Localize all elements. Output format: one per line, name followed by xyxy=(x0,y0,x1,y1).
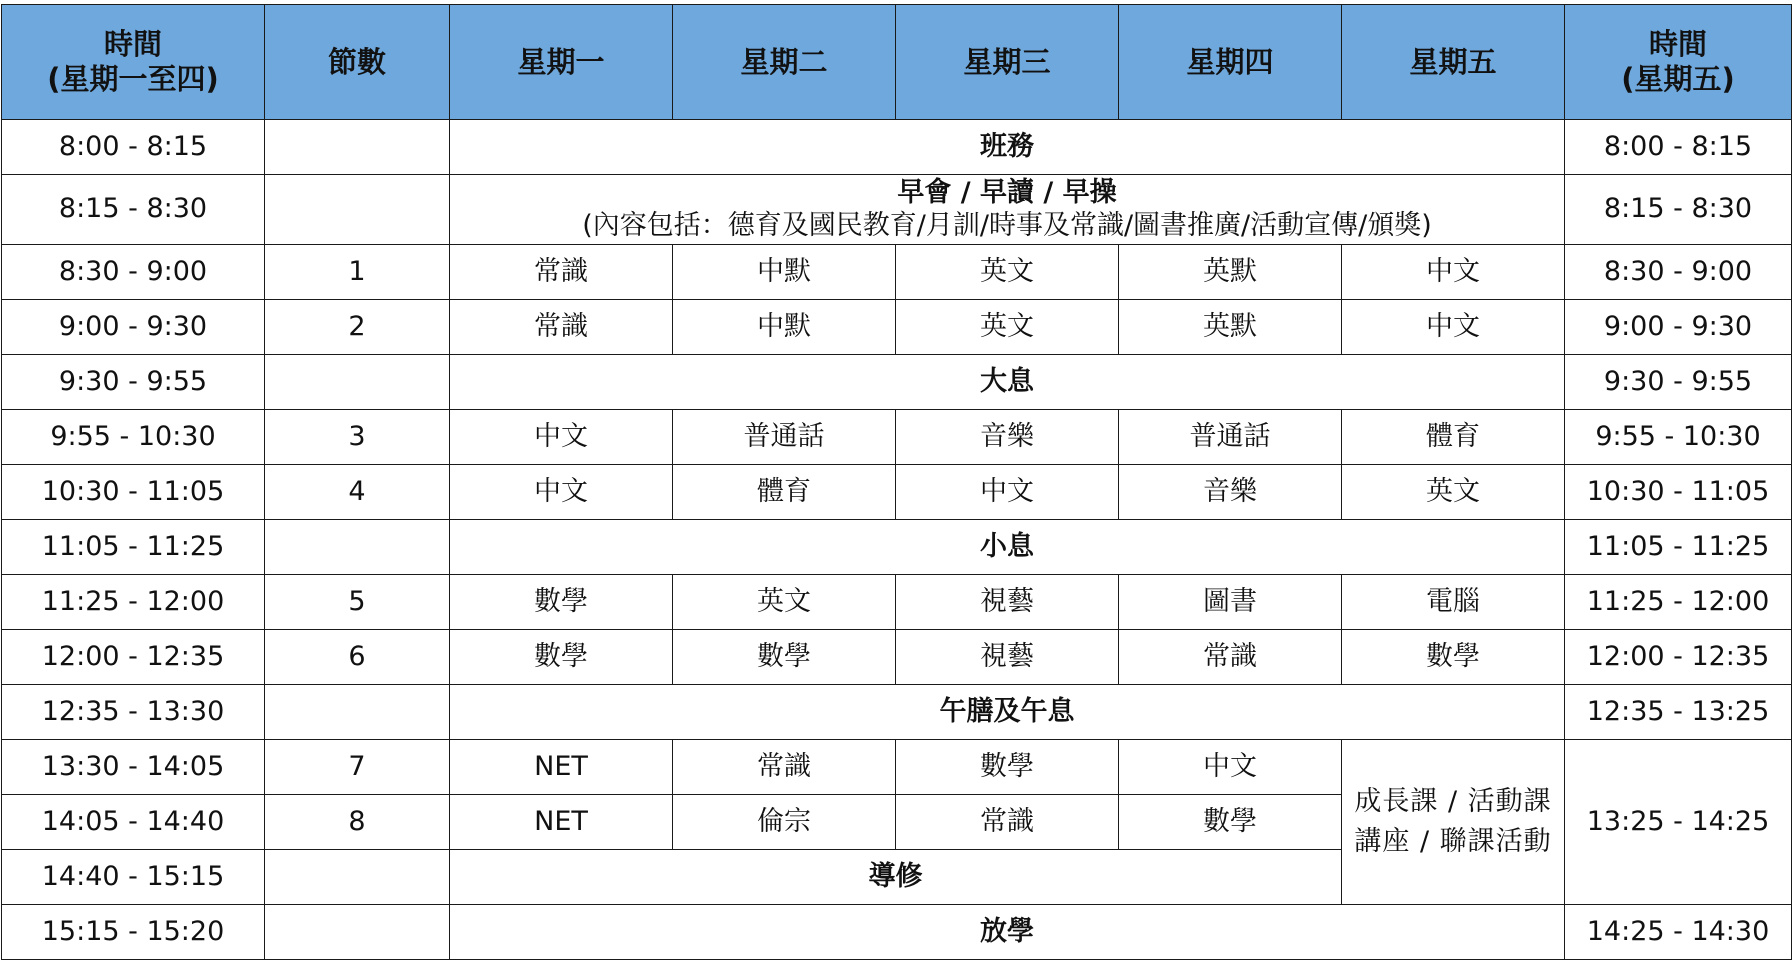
time-cell: 15:15 - 15:20 xyxy=(2,905,265,960)
subject-cell-fri: 數學 xyxy=(1342,630,1565,685)
time-cell: 14:05 - 14:40 xyxy=(2,795,265,850)
time-fri-cell: 10:30 - 11:05 xyxy=(1565,465,1792,520)
period-cell: 2 xyxy=(265,300,450,355)
subject-cell-wed: 視藝 xyxy=(896,630,1119,685)
time-fri-cell: 8:00 - 8:15 xyxy=(1565,120,1792,175)
table-row xyxy=(2,740,1792,795)
subject-cell-mon: NET xyxy=(450,740,673,795)
table-row xyxy=(2,465,1792,520)
period-cell xyxy=(265,175,450,245)
table-row xyxy=(2,120,1792,175)
period-cell: 8 xyxy=(265,795,450,850)
friday-activity-line-1: 成長課 / 活動課 xyxy=(1354,785,1552,817)
time-fri-cell: 12:00 - 12:35 xyxy=(1565,630,1792,685)
merged-activity-cell: 小息 xyxy=(450,520,1565,575)
friday-activity-line-2: 講座 / 聯課活動 xyxy=(1354,826,1552,857)
time-cell: 8:30 - 9:00 xyxy=(2,245,265,300)
header-wednesday: 星期三 xyxy=(896,5,1119,120)
subject-cell-tue: 數學 xyxy=(673,630,896,685)
period-cell xyxy=(265,905,450,960)
header-time-label: 時間 xyxy=(103,27,162,62)
time-cell: 12:35 - 13:30 xyxy=(2,685,265,740)
header-row xyxy=(2,5,1792,120)
subject-cell-wed: 常識 xyxy=(896,795,1119,850)
header-time-fri-label: 時間 xyxy=(1648,27,1707,62)
subject-cell-wed: 數學 xyxy=(896,740,1119,795)
subject-cell-wed: 中文 xyxy=(896,465,1119,520)
time-cell: 8:15 - 8:30 xyxy=(2,175,265,245)
subject-cell-mon: NET xyxy=(450,795,673,850)
time-cell: 11:05 - 11:25 xyxy=(2,520,265,575)
time-fri-cell: 13:25 - 14:25 xyxy=(1565,740,1792,905)
time-fri-cell: 9:00 - 9:30 xyxy=(1565,300,1792,355)
time-cell: 13:30 - 14:05 xyxy=(2,740,265,795)
header-thursday: 星期四 xyxy=(1119,5,1342,120)
subject-cell-tue: 英文 xyxy=(673,575,896,630)
subject-cell-thu: 英默 xyxy=(1119,245,1342,300)
subject-cell-thu: 普通話 xyxy=(1119,410,1342,465)
subject-cell-thu: 音樂 xyxy=(1119,465,1342,520)
header-period: 節數 xyxy=(265,5,450,120)
table-row xyxy=(2,685,1792,740)
time-cell: 12:00 - 12:35 xyxy=(2,630,265,685)
subject-cell-fri: 電腦 xyxy=(1342,575,1565,630)
friday-afternoon-activity-cell xyxy=(1342,740,1565,905)
time-cell: 9:30 - 9:55 xyxy=(2,355,265,410)
header-time-subtitle: (星期一至四) xyxy=(47,62,219,96)
subject-cell-mon: 數學 xyxy=(450,630,673,685)
time-cell: 9:00 - 9:30 xyxy=(2,300,265,355)
period-cell xyxy=(265,120,450,175)
table-row xyxy=(2,245,1792,300)
header-time-mon-thu xyxy=(2,5,265,120)
subject-cell-mon: 常識 xyxy=(450,245,673,300)
time-fri-cell: 8:30 - 9:00 xyxy=(1565,245,1792,300)
subject-cell-thu: 英默 xyxy=(1119,300,1342,355)
school-timetable xyxy=(1,4,1792,960)
subject-cell-fri: 英文 xyxy=(1342,465,1565,520)
subject-cell-tue: 普通話 xyxy=(673,410,896,465)
period-cell: 4 xyxy=(265,465,450,520)
table-row xyxy=(2,410,1792,465)
table-row xyxy=(2,520,1792,575)
time-fri-cell: 8:15 - 8:30 xyxy=(1565,175,1792,245)
subject-cell-thu: 中文 xyxy=(1119,740,1342,795)
period-cell: 3 xyxy=(265,410,450,465)
table-row xyxy=(2,905,1792,960)
subject-cell-wed: 音樂 xyxy=(896,410,1119,465)
subject-cell-fri: 中文 xyxy=(1342,300,1565,355)
subject-cell-wed: 英文 xyxy=(896,300,1119,355)
merged-activity-cell: 午膳及午息 xyxy=(450,685,1565,740)
subject-cell-wed: 英文 xyxy=(896,245,1119,300)
table-row xyxy=(2,630,1792,685)
period-cell: 7 xyxy=(265,740,450,795)
header-time-fri xyxy=(1565,5,1792,120)
period-cell xyxy=(265,355,450,410)
table-row xyxy=(2,355,1792,410)
period-cell xyxy=(265,685,450,740)
time-cell: 10:30 - 11:05 xyxy=(2,465,265,520)
time-fri-cell: 14:25 - 14:30 xyxy=(1565,905,1792,960)
period-cell xyxy=(265,520,450,575)
subject-cell-mon: 數學 xyxy=(450,575,673,630)
table-row xyxy=(2,300,1792,355)
time-fri-cell: 9:30 - 9:55 xyxy=(1565,355,1792,410)
time-cell: 14:40 - 15:15 xyxy=(2,850,265,905)
merged-activity-cell: 放學 xyxy=(450,905,1565,960)
header-monday: 星期一 xyxy=(450,5,673,120)
time-fri-cell: 9:55 - 10:30 xyxy=(1565,410,1792,465)
time-cell: 9:55 - 10:30 xyxy=(2,410,265,465)
period-cell: 5 xyxy=(265,575,450,630)
subject-cell-mon: 中文 xyxy=(450,410,673,465)
merged-activity-cell xyxy=(450,175,1565,245)
subject-cell-tue: 倫宗 xyxy=(673,795,896,850)
table-row xyxy=(2,575,1792,630)
merged-activity-cell: 大息 xyxy=(450,355,1565,410)
assembly-title: 早會 / 早讀 / 早操 xyxy=(897,177,1117,209)
subject-cell-tue: 體育 xyxy=(673,465,896,520)
subject-cell-tue: 中默 xyxy=(673,245,896,300)
header-time-fri-subtitle: (星期五) xyxy=(1621,62,1735,96)
time-fri-cell: 11:25 - 12:00 xyxy=(1565,575,1792,630)
subject-cell-tue: 中默 xyxy=(673,300,896,355)
subject-cell-thu: 圖書 xyxy=(1119,575,1342,630)
subject-cell-fri: 中文 xyxy=(1342,245,1565,300)
time-cell: 11:25 - 12:00 xyxy=(2,575,265,630)
time-cell: 8:00 - 8:15 xyxy=(2,120,265,175)
assembly-description: (內容包括：德育及國民教育/月訓/時事及常識/圖書推廣/活動宣傳/頒獎) xyxy=(582,209,1432,241)
header-tuesday: 星期二 xyxy=(673,5,896,120)
period-cell: 6 xyxy=(265,630,450,685)
period-cell xyxy=(265,850,450,905)
merged-activity-cell: 班務 xyxy=(450,120,1565,175)
merged-activity-cell: 導修 xyxy=(450,850,1342,905)
period-cell: 1 xyxy=(265,245,450,300)
time-fri-cell: 11:05 - 11:25 xyxy=(1565,520,1792,575)
subject-cell-fri: 體育 xyxy=(1342,410,1565,465)
subject-cell-mon: 中文 xyxy=(450,465,673,520)
subject-cell-thu: 數學 xyxy=(1119,795,1342,850)
time-fri-cell: 12:35 - 13:25 xyxy=(1565,685,1792,740)
table-row xyxy=(2,175,1792,245)
header-friday: 星期五 xyxy=(1342,5,1565,120)
subject-cell-wed: 視藝 xyxy=(896,575,1119,630)
subject-cell-mon: 常識 xyxy=(450,300,673,355)
subject-cell-tue: 常識 xyxy=(673,740,896,795)
subject-cell-thu: 常識 xyxy=(1119,630,1342,685)
